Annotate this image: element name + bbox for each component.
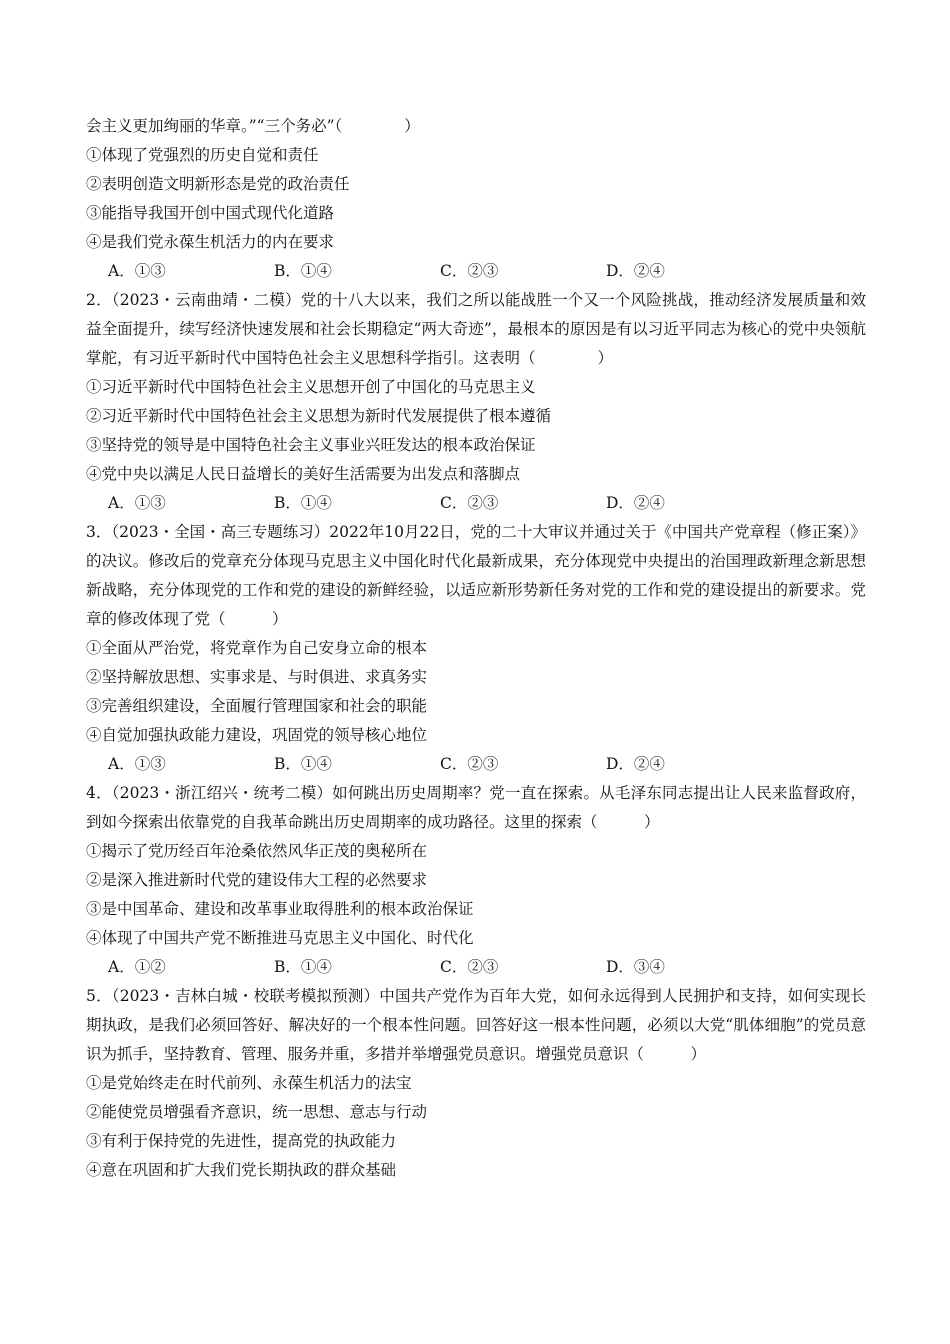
question-3-item-4: ④自觉加强执政能力建设，巩固党的领导核心地位 [86,726,428,744]
question-3-item-1: ①全面从严治党，将党章作为自己安身立命的根本 [86,639,428,657]
option-b: B．①④ [274,262,332,280]
option-c: C．②③ [440,494,499,512]
question-1-item-4: ④是我们党永葆生机活力的内在要求 [86,233,335,251]
question-4-item-2: ②是深入推进新时代党的建设伟大工程的必然要求 [86,871,428,889]
question-4-options [86,953,866,982]
exam-page [86,112,866,1185]
question-2-item-3: ③坚持党的领导是中国特色社会主义事业兴旺发达的根本政治保证 [86,436,536,454]
option-b: B．①④ [274,755,332,773]
question-5-stem: 5．（2023・吉林白城・校联考模拟预测）中国共产党作为百年大党，如何永远得到人民拥护和支持，如何实现长期执政，是我们必须回答好、解决好的一个根本性问题。回答好这一根本性问题，必须以大党“肌体细胞”的党员意识为抓手，坚持教育、管理、服务并重，多措并举增强党员意识。增强党员意识（ ） [86,987,866,1063]
option-a: A．①③ [108,262,166,280]
option-d: D．②④ [606,755,665,773]
question-1-item-1: ①体现了党强烈的历史自觉和责任 [86,146,319,164]
question-2 [86,286,866,518]
question-5-item-1: ①是党始终走在时代前列、永葆生机活力的法宝 [86,1074,412,1092]
option-a: A．①③ [108,494,166,512]
option-d: D．②④ [606,494,665,512]
question-5 [86,982,866,1185]
option-a: A．①③ [108,755,166,773]
question-4-item-3: ③是中国革命、建设和改革事业取得胜利的根本政治保证 [86,900,474,918]
question-4-item-4: ④体现了中国共产党不断推进马克思主义中国化、时代化 [86,929,474,947]
option-b: B．①④ [274,494,332,512]
question-3-item-3: ③完善组织建设，全面履行管理国家和社会的职能 [86,697,428,715]
question-2-stem: 2．（2023・云南曲靖・二模）党的十八大以来，我们之所以能战胜一个又一个风险挑战，推动经济发展质量和效益全面提升，续写经济快速发展和社会长期稳定“两大奇迹”，最根本的原因是有以习近平同志为核心的党中央领航掌舵，有习近平新时代中国特色社会主义思想科学指引。这表明（ ） [86,291,866,367]
option-c: C．②③ [440,755,499,773]
question-1-item-2: ②表明创造文明新形态是党的政治责任 [86,175,350,193]
question-2-item-1: ①习近平新时代中国特色社会主义思想开创了中国化的马克思主义 [86,378,536,396]
question-1-stem-tail: 会主义更加绚丽的华章。”“三个务必”（ ） [86,117,420,135]
option-d: D．③④ [606,958,665,976]
question-4-stem: 4．（2023・浙江绍兴・统考二模）如何跳出历史周期率？党一直在探索。从毛泽东同志提出让人民来监督政府，到如今探索出依靠党的自我革命跳出历史周期率的成功路径。这里的探索（ ） [86,784,866,831]
question-1 [86,112,866,286]
question-3-stem: 3．（2023・全国・高三专题练习）2022年10月22日，党的二十大审议并通过关于《中国共产党章程（修正案）》的决议。修改后的党章充分体现马克思主义中国化时代化最新成果，充分体现党中央提出的治国理政新理念新思想新战略，充分体现党的工作和党的建设的新鲜经验，以适应新形势新任务对党的工作和党的建设提出的新要求。党章的修改体现了党（ ） [86,523,866,628]
question-2-options [86,489,866,518]
question-1-options [86,257,866,286]
question-2-item-2: ②习近平新时代中国特色社会主义思想为新时代发展提供了根本遵循 [86,407,552,425]
question-2-item-4: ④党中央以满足人民日益增长的美好生活需要为出发点和落脚点 [86,465,521,483]
question-4 [86,779,866,982]
question-3 [86,518,866,779]
question-3-item-2: ②坚持解放思想、实事求是、与时俱进、求真务实 [86,668,428,686]
option-c: C．②③ [440,262,499,280]
question-4-item-1: ①揭示了党历经百年沧桑依然风华正茂的奥秘所在 [86,842,428,860]
option-d: D．②④ [606,262,665,280]
question-5-item-4: ④意在巩固和扩大我们党长期执政的群众基础 [86,1161,397,1179]
question-5-item-2: ②能使党员增强看齐意识，统一思想、意志与行动 [86,1103,428,1121]
question-3-options [86,750,866,779]
option-b: B．①④ [274,958,332,976]
option-c: C．②③ [440,958,499,976]
option-a: A．①② [108,958,166,976]
question-5-item-3: ③有利于保持党的先进性，提高党的执政能力 [86,1132,397,1150]
question-1-item-3: ③能指导我国开创中国式现代化道路 [86,204,335,222]
